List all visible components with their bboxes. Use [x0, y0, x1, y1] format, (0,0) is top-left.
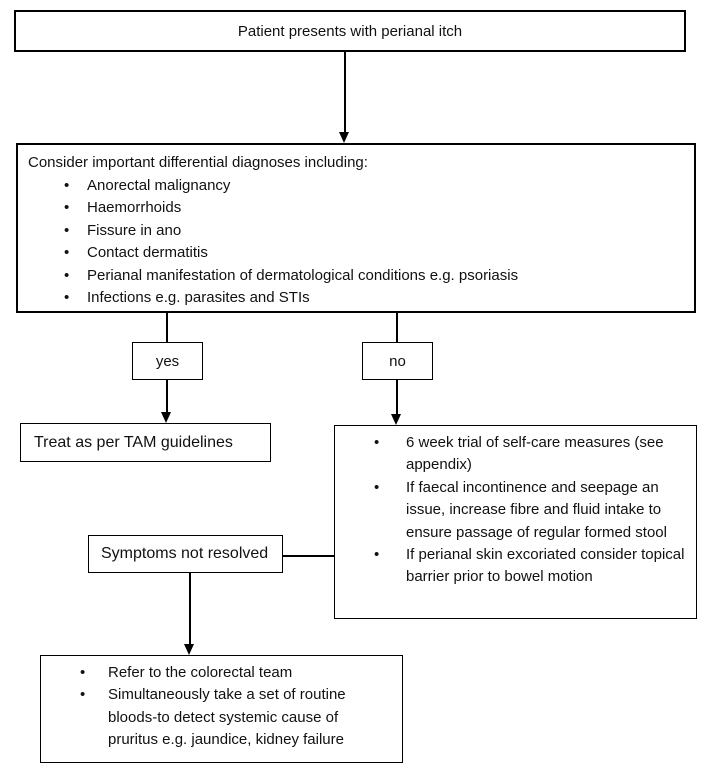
treat-label: Treat as per TAM guidelines: [34, 433, 233, 451]
symptoms-label: Symptoms not resolved: [101, 545, 269, 562]
list-item: • If faecal incontinence and seepage an issue, increase fibre and fluid intake to ensure passage of regular formed stool: [374, 477, 686, 544]
list-item: • Refer to the colorectal team: [80, 662, 392, 684]
arrowhead-treat: [161, 412, 171, 423]
connector-differential-to-yes: [166, 313, 168, 342]
list-item: • 6 week trial of self-care measures (see appendix): [374, 432, 686, 477]
list-item: • Perianal manifestation of dermatological conditions e.g. psoriasis: [64, 265, 684, 287]
arrowhead-self-care: [391, 414, 401, 425]
node-patient-presents-label: Patient presents with perianal itch: [237, 22, 463, 40]
connector-yes-to-treat: [166, 380, 168, 414]
node-yes: [132, 342, 203, 380]
node-patient-presents: [14, 10, 686, 52]
connector-no-to-self-care: [396, 380, 398, 415]
differential-list: [64, 175, 684, 309]
self-care-list: [374, 432, 686, 589]
list-item: • Simultaneously take a set of routine bloods-to detect systemic cause of pruritus e.g. jaundice, kidney failure: [80, 684, 392, 751]
no-label: no: [389, 352, 406, 370]
node-treat-tam-guidelines: [20, 423, 271, 462]
differential-heading: Consider important differential diagnoses including:: [28, 154, 368, 171]
list-item: • Fissure in ano: [64, 220, 684, 242]
arrowhead-refer: [184, 644, 194, 655]
list-item: • Contact dermatitis: [64, 242, 684, 264]
connector-start-to-differential: [344, 52, 346, 133]
arrowhead-differential: [339, 132, 349, 143]
node-symptoms-not-resolved: [88, 535, 283, 573]
connector-differential-to-no: [396, 313, 398, 342]
list-item: • Infections e.g. parasites and STIs: [64, 287, 684, 309]
node-refer-colorectal: [40, 655, 403, 763]
node-self-care-measures: [334, 425, 697, 619]
node-differential-diagnoses: [16, 143, 696, 313]
list-item: • If perianal skin excoriated consider topical barrier prior to bowel motion: [374, 544, 686, 589]
node-no: [362, 342, 433, 380]
connector-symptoms-to-refer: [189, 573, 191, 646]
refer-list: [80, 662, 392, 752]
list-item: • Haemorrhoids: [64, 197, 684, 219]
connector-symptoms-to-self-care: [283, 555, 334, 557]
yes-label: yes: [155, 352, 180, 370]
list-item: • Anorectal malignancy: [64, 175, 684, 197]
